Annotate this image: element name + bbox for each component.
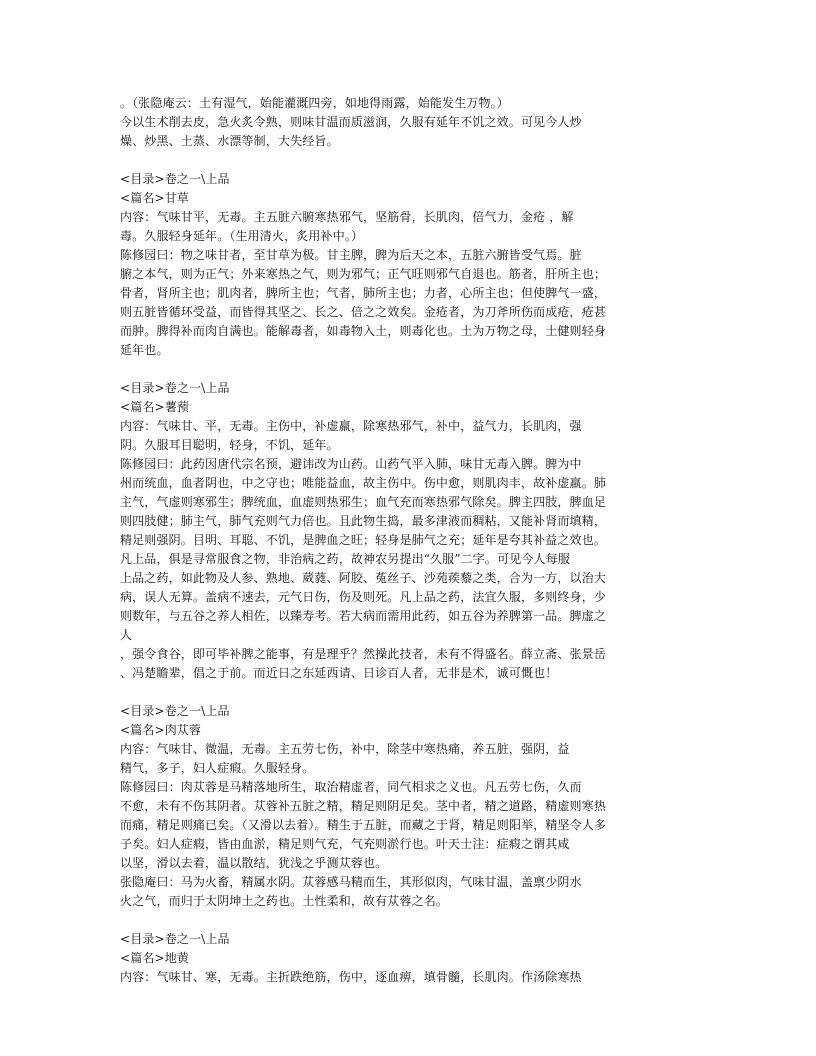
text-line: 精气，多子，妇人症瘕。久服轻身。 (120, 761, 315, 775)
text-line: 延年也。 (120, 343, 169, 357)
text-line: 骨者，肾所主也；肌肉者，脾所主也；气者，肺所主也；力者，心所主也；但使脾气一盛， (120, 286, 607, 300)
text-line: 内容：气味甘平，无毒。主五脏六腑寒热邪气，坚筋骨，长肌肉，倍气力，金疮 ，解 (120, 210, 574, 224)
text-line: 内容：气味甘、寒，无毒。主折跌绝筋，伤中，逐血痹，填骨髓，长肌肉。作汤除寒热 (120, 970, 582, 984)
text-line: 腑之本气，则为正气；外来寒热之气，则为邪气；正气旺则邪气自退也。筋者，肝所主也； (120, 267, 607, 281)
text-line: 今以生术削去皮，急火炙令熟，则味甘温而质滋润，久服有延年不饥之效。可见今人炒 (120, 115, 582, 129)
text-line: 人 (120, 628, 133, 642)
text-line: 。（张隐庵云：土有湿气，始能灌溉四旁，如地得雨露，始能发生万物。） (120, 96, 509, 110)
text-line: <目录>卷之一\上品 (120, 172, 230, 186)
block-gap (120, 683, 696, 702)
text-line: 而肿。脾得补而肉自满也。能解毒者，如毒物入土，则毒化也。土为万物之母，土健则轻身 (120, 324, 607, 338)
text-line: <篇名>肉苁蓉 (120, 723, 202, 737)
text-line: 陈修园曰：肉苁蓉是马精落地所生，取治精虚者，同气相求之义也。凡五劳七伤，久而 (120, 780, 582, 794)
text-line: 则数年，与五谷之养人相佐，以臻寿考。若大病而需用此药，如五谷为养脾第一品。脾虚之 (120, 609, 607, 623)
text-line: 陈修园曰：物之味甘者，至甘草为极。甘主脾，脾为后天之本，五脏六腑皆受气焉。脏 (120, 248, 582, 262)
text-line: 病，误人无算。盖病不速去，元气日伤，伤及则死。凡上品之药，法宜久服，多则终身，少 (120, 590, 607, 604)
text-line: <篇名>薯蓣 (120, 400, 190, 414)
text-line: <目录>卷之一\上品 (120, 704, 230, 718)
text-line: 不愈，未有不伤其阴者。苁蓉补五脏之精，精足则阴足矣。茎中者，精之道路，精虚则寒热 (120, 799, 607, 813)
text-line: 上品之药，如此物及人参、熟地、葳蕤、阿胶、菟丝子、沙苑蒺藜之类，合为一方，以治大 (120, 571, 607, 585)
text-line: 以坚，滑以去着，温以散结，犹浅之乎测苁蓉也。 (120, 856, 388, 870)
text-line: 毒。久服轻身延年。（生用清火，炙用补中。） (120, 229, 364, 243)
text-line: 而痛，精足则痛已矣。（又滑以去着）。精生于五脏，而藏之于肾，精足则阳举，精坚令人多 (120, 818, 607, 832)
block-gap (120, 360, 696, 379)
text-line: 燥、炒黑、土蒸、水漂等制，大失经旨。 (120, 134, 339, 148)
text-line: <篇名>地黄 (120, 951, 190, 965)
text-line: 精足则强阴。目明、耳聪、不饥，是脾血之旺；轻身是肺气之充；延年是夸其补益之效也。 (120, 533, 607, 547)
text-line: 主气，气虚则寒邪生；脾统血，血虚则热邪生；血气充而寒热邪气除矣。脾主四肢，脾血足 (120, 495, 607, 509)
text-line: 内容：气味甘、微温，无毒。主五劳七伤，补中，除茎中寒热痛，养五脏，强阴，益 (120, 742, 570, 756)
block-gap (120, 151, 696, 170)
text-line: <目录>卷之一\上品 (120, 932, 230, 946)
document-page (120, 94, 696, 987)
text-line: 阴。久服耳目聪明，轻身，不饥，延年。 (120, 438, 339, 452)
block-gap (120, 911, 696, 930)
text-line: 内容：气味甘、平，无毒。主伤中，补虚羸，除寒热邪气，补中，益气力，长肌肉，强 (120, 419, 582, 433)
text-line: 火之气，而归于太阴坤土之药也。土性柔和，故有苁蓉之名。 (120, 894, 449, 908)
text-line: 张隐庵曰：马为火畜，精属水阴。苁蓉感马精而生，其形似肉，气味甘温，盖禀少阴水 (120, 875, 582, 889)
text-line: <目录>卷之一\上品 (120, 381, 230, 395)
text-line: 子矣。妇人症瘕，皆由血淤，精足则气充，气充则淤行也。叶天士注：症瘕之谓其咸 (120, 837, 570, 851)
text-line: <篇名>甘草 (120, 191, 190, 205)
text-line: 则四肢健；肺主气，肺气充则气力倍也。且此物生捣，最多津液而稠粘，又能补肾而填精， (120, 514, 607, 528)
text-line: 则五脏皆循环受益，而皆得其坚之、长之、倍之之效矣。金疮者，为刀斧所伤而成疮，疮甚 (120, 305, 607, 319)
text-line: ，强令食谷，即可毕补脾之能事，有是理乎？然操此技者，未有不得盛名。薛立斋、张景岳 (120, 647, 607, 661)
text-line: 州而统血，血者阴也，中之守也；唯能益血，故主伤中。伤中愈，则肌肉丰，故补虚羸。肺 (120, 476, 607, 490)
text-line: 凡上品，俱是寻常服食之物，非治病之药，故神农另提出“久服”二字。可见今人每服 (120, 552, 570, 566)
text-line: 陈修园曰：此药因唐代宗名预，避讳改为山药。山药气平入肺，味甘无毒入脾。脾为中 (120, 457, 582, 471)
text-line: 、冯楚瞻辈，倡之于前。而近日之东延西请、日诊百人者，无非是术，诚可慨也！ (120, 666, 558, 680)
